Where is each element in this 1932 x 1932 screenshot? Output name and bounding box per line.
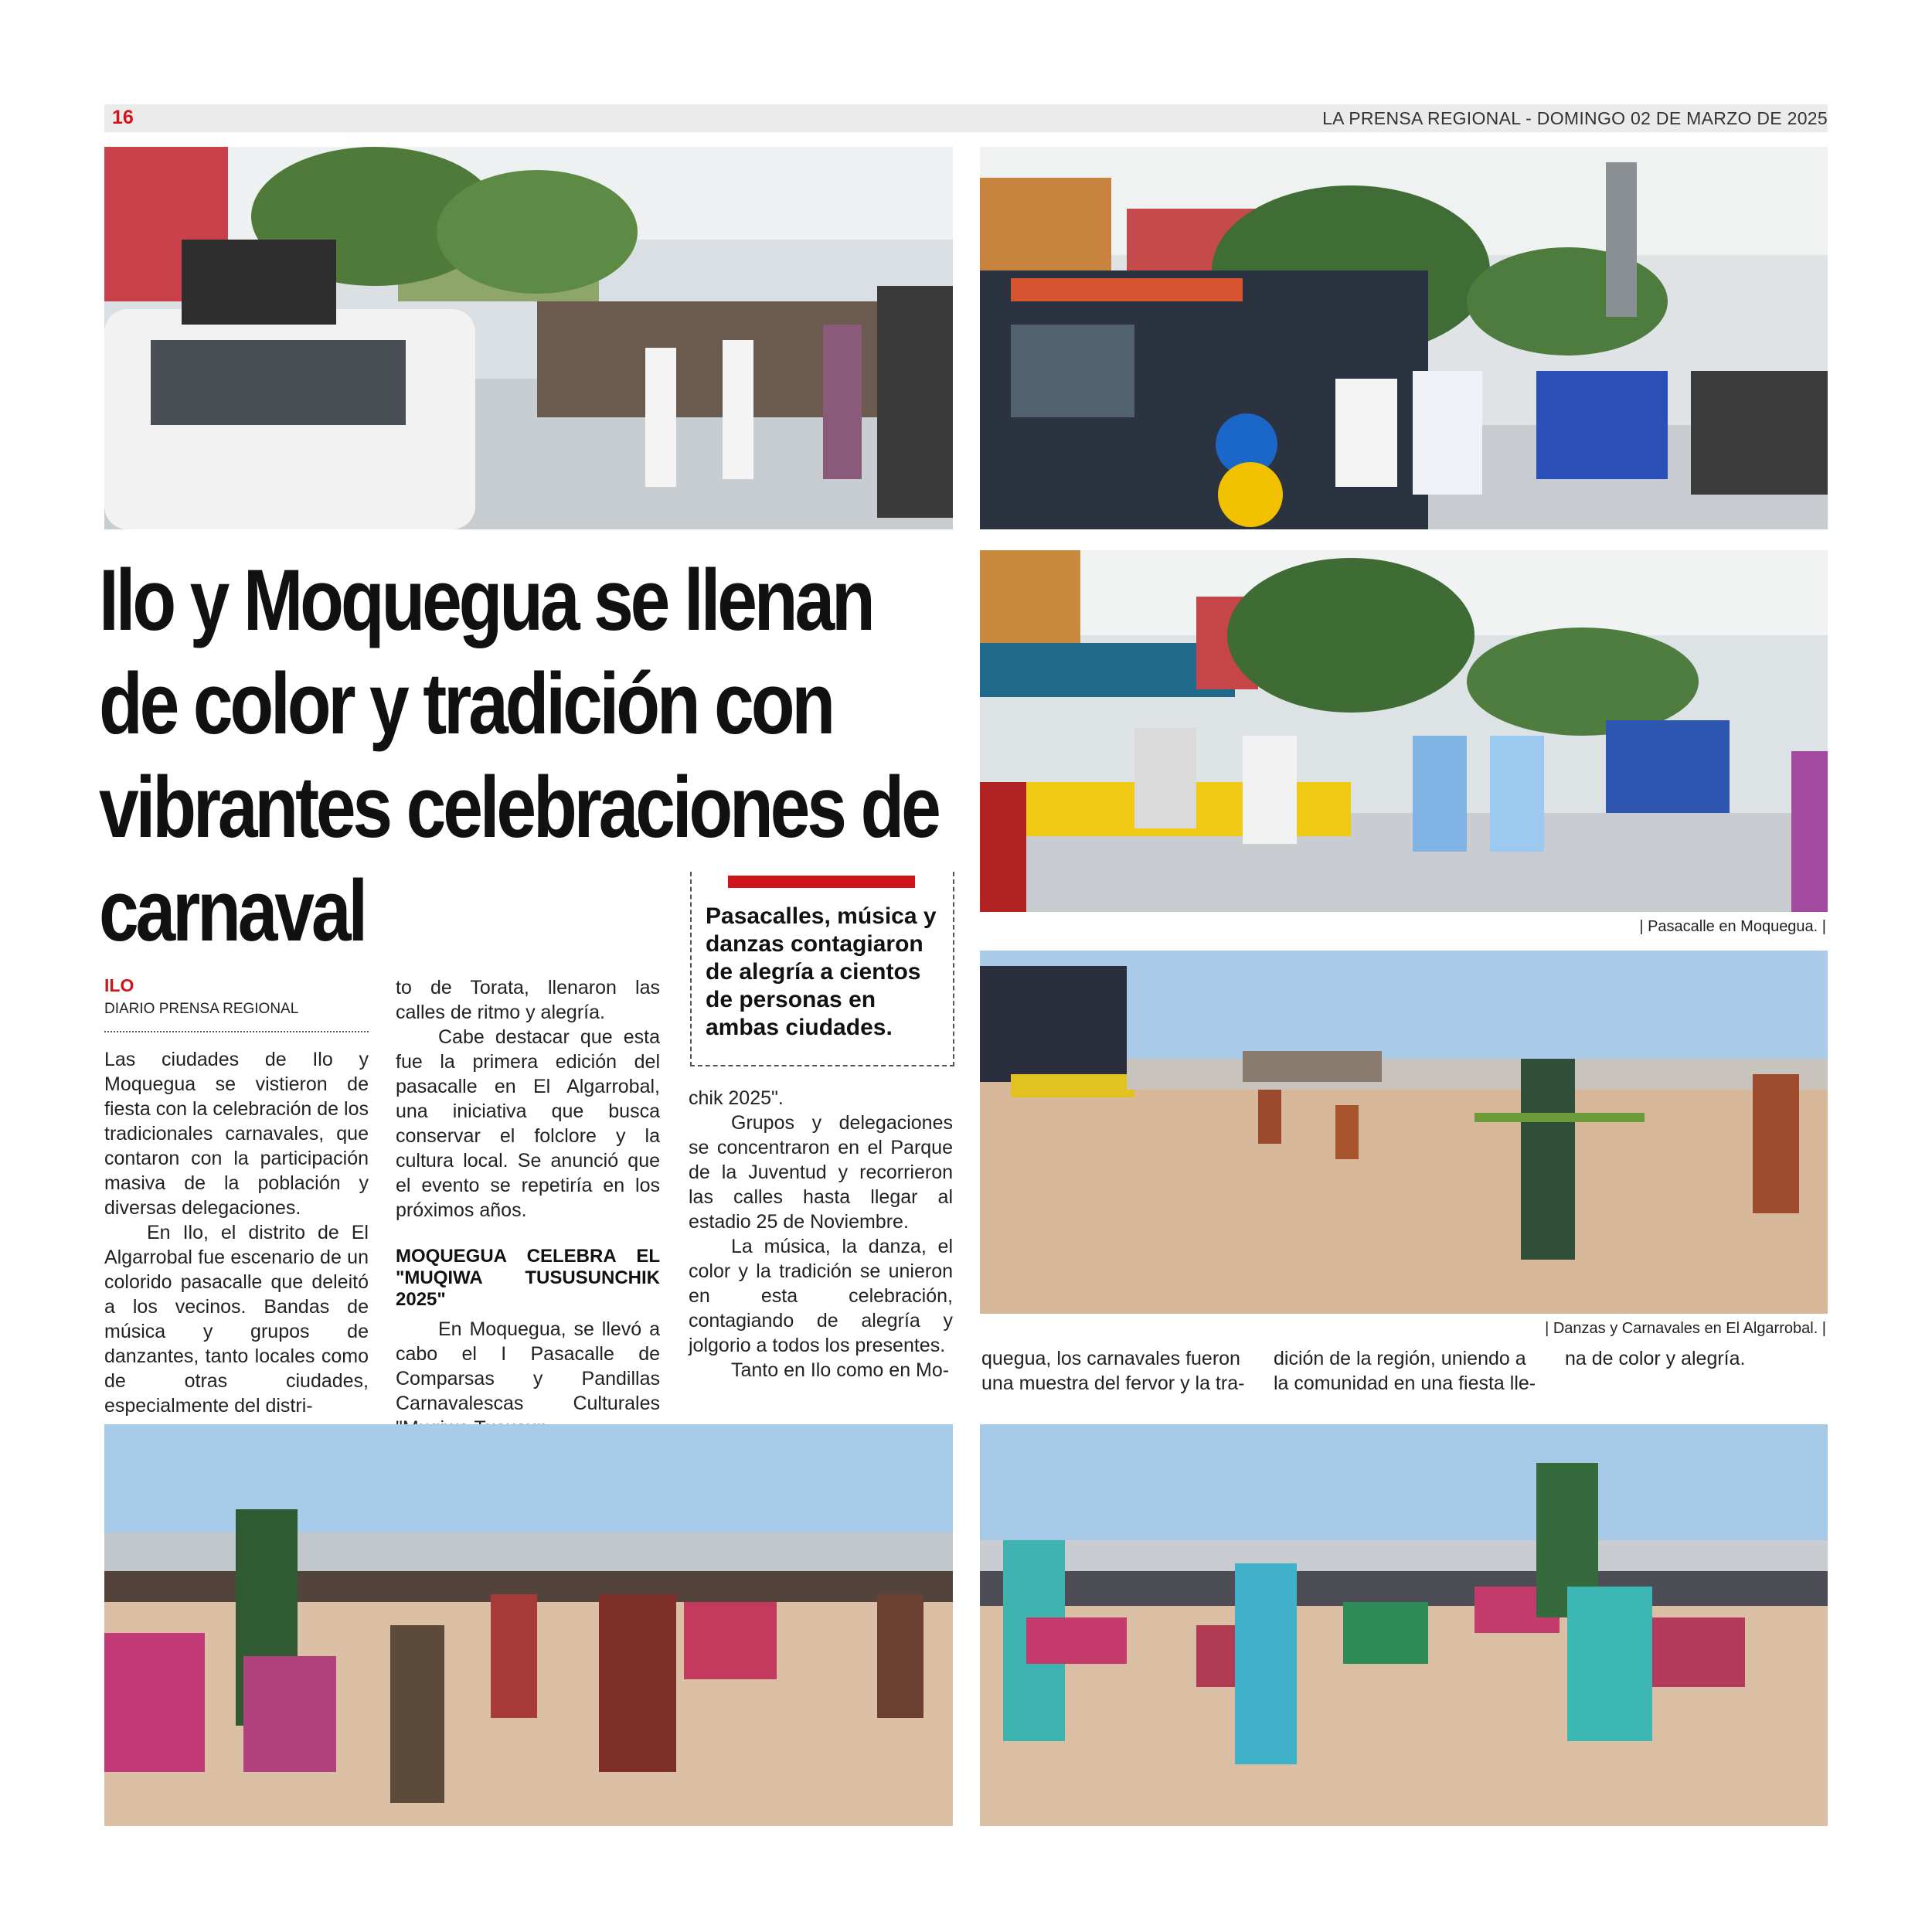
paragraph: En Moquegua, se llevó a cabo el I Pasacalle de Comparsas y Pandillas Carnavalescas Culturales <box>396 1318 660 1414</box>
article-column-1 <box>104 1047 369 1418</box>
caption-moquegua: | Pasacalle en Moquegua. | <box>1639 918 1826 935</box>
photo-street-parade <box>104 147 953 529</box>
paragraph: chik 2025". <box>689 1087 784 1109</box>
paragraph: quegua, los carnavales fueron una muestra del fervor y la tra- <box>981 1348 1245 1394</box>
photo-street-water-play <box>980 550 1828 912</box>
paragraph: Las ciudades de Ilo y Moquegua se vistieron de fiesta con la celebración de los tradicionales carnavales, que contaron con la participación masiva de la población y diversas delegaciones. <box>104 1049 369 1219</box>
byline-source: DIARIO PRENSA REGIONAL <box>104 1001 299 1017</box>
paragraph: dición de la región, uniendo a la comunidad en una fiesta lle- <box>1274 1348 1536 1394</box>
paragraph: La música, la danza, el color y la tradición se unieron en esta celebración, contagiando de alegría y jolgorio a todos los presentes. <box>689 1236 953 1356</box>
photo-dancers-left <box>104 1424 953 1826</box>
byline-location: ILO <box>104 975 134 995</box>
paragraph: Grupos y delegaciones se concentraron en el Parque de la Juventud y recorrieron las calles hasta llegar al estadio 25 de Noviembre. <box>689 1112 953 1233</box>
paragraph: En Ilo, el distrito de El Algarrobal fue escenario de un colorido pasacalle que deleitó a los vecinos. Bandas de música y grupos de danzantes, tanto locales como de otras ciudades, especialmente del distri- <box>104 1222 369 1417</box>
paragraph: na de color y alegría. <box>1565 1348 1746 1369</box>
article-column-2 <box>396 975 660 1440</box>
pull-quote-bar <box>728 876 915 888</box>
article-column-5 <box>1274 1346 1540 1396</box>
article-column-6 <box>1565 1346 1828 1371</box>
publication-date: LA PRENSA REGIONAL - DOMINGO 02 DE MARZO DE 2025 <box>1322 108 1828 128</box>
photo-dancers-right <box>980 1424 1828 1826</box>
paragraph: Cabe destacar que esta fue la primera edición del pasacalle en El Algarrobal, una iniciativa que busca conservar el folclore y la cultura local. Se anunció que el evento se repetiría en los próximos años. <box>396 1026 660 1221</box>
photo-truck-balloons <box>980 147 1828 529</box>
paragraph: Tanto en Ilo como en Mo- <box>731 1359 950 1381</box>
headline: Ilo y Moquegua se llenan de color y tradición con vibrantes celebraciones de carnaval <box>99 552 938 959</box>
photo-dance-algarrobal <box>980 951 1828 1314</box>
caption-algarrobal: | Danzas y Carnavales en El Algarrobal. | <box>1545 1320 1826 1337</box>
paragraph: to de Torata, llenaron las calles de ritmo y alegría. <box>396 977 660 1023</box>
section-subheading: MOQUEGUA CELEBRA EL "MUQIWA TUSUSUNCHIK 2025" <box>396 1246 660 1310</box>
pull-quote: Pasacalles, música y danzas contagiaron de alegría a cientos de personas en ambas ciudades. <box>706 903 937 1040</box>
article-column-3 <box>689 1086 953 1383</box>
page-number: 16 <box>112 107 134 128</box>
byline-divider <box>104 1031 369 1032</box>
article-column-4 <box>981 1346 1248 1396</box>
